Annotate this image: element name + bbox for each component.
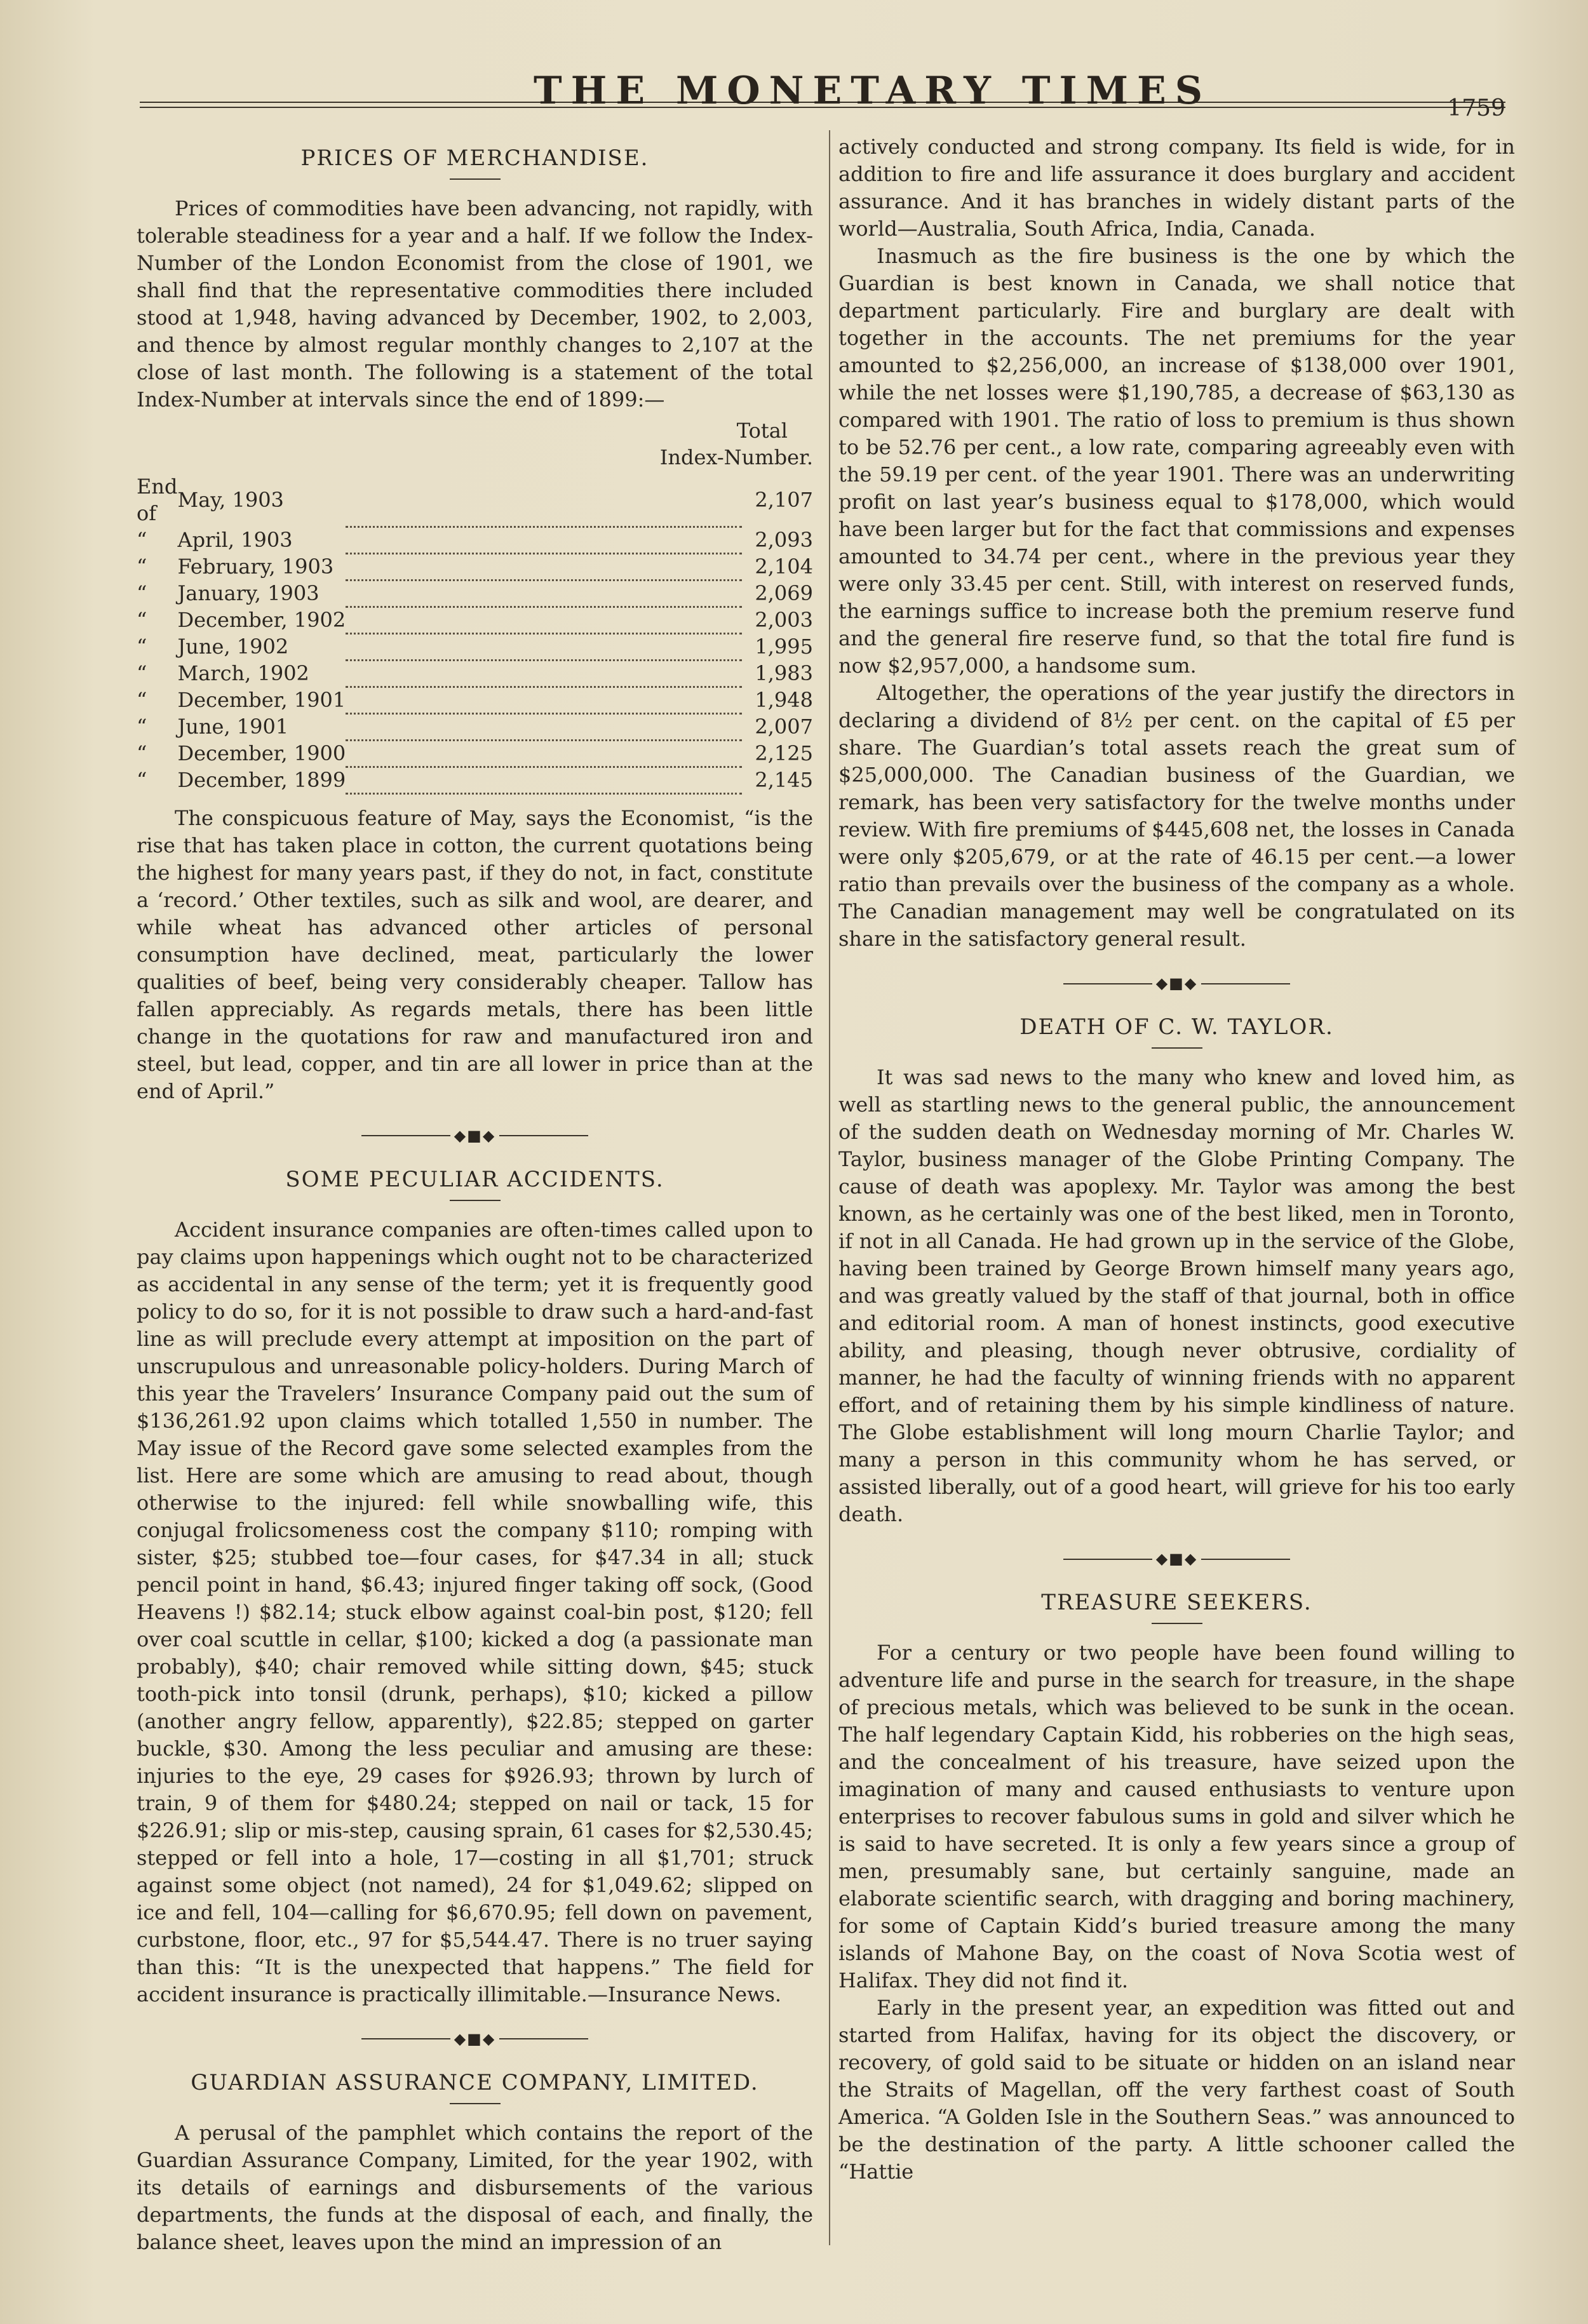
guardian-continued-p3: Altogether, the operations of the year justify the directors in declaring a dividend of 8½ per cent. on the capital of £5 per share. The Guardian’s total assets reach the great sum of $25,000,000. The Canadian business of the Guardian, we remark, has been very satisfactory for the twelve months under review. With fire premiums of $445,608 net, the losses in Canada were only $205,679, or at the rate of 46.15 per cent.—a lower ratio than prevails over the business of the company as a whole. The Canadian management may well be congratulated on its share in the satisfactory general result. xyxy=(838,681,1515,951)
index-row-value: 2,069 xyxy=(755,581,813,605)
heading-rule xyxy=(1152,1047,1202,1049)
index-row xyxy=(137,527,813,553)
index-row-date: April, 1903 xyxy=(177,528,293,552)
heading-rule xyxy=(450,2103,501,2104)
section-ornament: ◆■◆ xyxy=(137,2025,813,2053)
index-row xyxy=(137,767,813,793)
index-row-prefix: “ xyxy=(137,528,147,552)
heading-rule xyxy=(450,1200,501,1201)
section-ornament: ◆■◆ xyxy=(838,969,1515,997)
index-row-prefix: “ xyxy=(137,635,147,659)
column-divider xyxy=(829,130,830,2245)
index-row-value: 1,948 xyxy=(755,688,813,712)
index-row-date: January, 1903 xyxy=(177,581,320,605)
guardian-continued-p1: actively conducted and strong company. Its field is wide, for in addition to fire and life assurance it does burglary and accident assurance. And it has branches in widely distant parts of the world—Australia, South Africa, India, Canada. xyxy=(838,135,1515,241)
right-column xyxy=(838,133,1515,2186)
index-row-prefix: “ xyxy=(137,688,147,712)
taylor-heading: DEATH OF C. W. TAYLOR. xyxy=(1019,1014,1334,1040)
leader-dots xyxy=(346,713,742,740)
index-header-total: Total xyxy=(736,419,788,443)
index-row xyxy=(137,740,813,767)
index-row xyxy=(137,473,813,527)
index-row-value: 1,995 xyxy=(755,635,813,659)
index-row-value: 2,104 xyxy=(755,554,813,579)
index-number-table xyxy=(137,473,813,795)
publication-title: THE MONETARY TIMES xyxy=(534,69,1212,113)
treasure-p2: Early in the present year, an expedition was fitted out and started from Halifax, having for its object the discovery, or recovery, of gold said to be situate or hidden on an island near the Straits of Magellan, off the very farthest coast of South America. “A Golden Isle in the Southern Seas.” was announced to be the destination of the party. A little schooner called the “Hattie xyxy=(838,1996,1515,2184)
index-row xyxy=(137,687,813,713)
index-row xyxy=(137,633,813,660)
leader-dots xyxy=(346,553,742,580)
guardian-heading: GUARDIAN ASSURANCE COMPANY, LIMITED. xyxy=(191,2069,759,2095)
index-row-date: June, 1901 xyxy=(177,715,289,739)
page-number: 1759 xyxy=(1447,95,1505,121)
index-row-date: March, 1902 xyxy=(177,661,309,685)
prices-closing: The conspicuous feature of May, says the Economist, “is the rise that has taken place in cotton, the current quotations being the highest for many years past, if they do not, in fact, constitute a ‘record.’ Other textiles, such as silk and wool, are dearer, and while wheat has advanced other articles of personal consumption have declined, meat, particularly the lower qualities of beef, being very considerably cheaper. Tallow has fallen appreciably. As regards metals, there has been little change in the quotations for raw and manufactured iron and steel, but lead, copper, and tin are all lower in price than at the end of April.” xyxy=(137,805,813,1103)
heading-rule xyxy=(450,178,501,180)
leader-dots xyxy=(346,767,742,793)
index-row xyxy=(137,580,813,607)
index-row-prefix: “ xyxy=(137,661,147,685)
prices-intro: Prices of commodities have been advancing, not rapidly, with tolerable steadiness for a year and a half. If we follow the Index-Number of the London Economist from the close of 1901, we shall find that the representative commodities there included stood at 1,948, having advanced by December, 1902, to 2,003, and thence by almost regular monthly changes to 2,107 at the close of last month. The following is a statement of the total Index-Number at intervals since the end of 1899:— xyxy=(137,196,813,412)
leader-dots xyxy=(346,660,742,687)
index-row-date: December, 1900 xyxy=(177,741,346,765)
index-row-prefix: “ xyxy=(137,608,147,632)
index-row-date: December, 1901 xyxy=(177,688,346,712)
index-row-value: 2,145 xyxy=(755,768,813,792)
treasure-p1: For a century or two people have been found willing to adventure life and purse in the search for treasure, in the shape of precious metals, which was believed to be sunk in the ocean. The half legendary Captain Kidd, his robberies on the high seas, and the concealment of his treasure, have seized upon the imagination of many and caused enthusiasts to venture upon enterprises to recover fabulous sums in gold and silver which he is said to have secreted. It is only a few years since a group of men, presumably sane, but certainly sanguine, made an elaborate scientific search, with dragging and boring machinery, for some of Captain Kidd’s buried treasure among the many islands of Mahone Bay, on the coast of Nova Scotia west of Halifax. They did not find it. xyxy=(838,1641,1515,1992)
leader-dots xyxy=(346,527,742,553)
section-ornament: ◆■◆ xyxy=(838,1545,1515,1573)
leader-dots xyxy=(346,687,742,713)
index-row-value: 2,007 xyxy=(755,715,813,739)
leader-dots xyxy=(346,607,742,633)
index-row-prefix: “ xyxy=(137,741,147,765)
index-row xyxy=(137,660,813,687)
index-row-value: 2,003 xyxy=(755,608,813,632)
index-row-prefix: “ xyxy=(137,715,147,739)
treasure-heading: TREASURE SEEKERS. xyxy=(1041,1590,1312,1615)
section-ornament: ◆■◆ xyxy=(137,1122,813,1150)
index-row-value: 2,107 xyxy=(755,488,813,512)
guardian-body-start: A perusal of the pamphlet which contains the report of the Guardian Assurance Company, Limited, for the year 1902, with its details of earnings and disbursements of the various departments, the funds at the disposal of each, and finally, the balance sheet, leaves upon the mind an impression of an xyxy=(137,2120,813,2254)
index-header-number: Index-Number. xyxy=(659,445,813,469)
leader-dots xyxy=(346,740,742,767)
accidents-body: Accident insurance companies are often-times called upon to pay claims upon happenings which ought not to be characterized as accidental in any sense of the term; yet it is frequently good policy to do so, for it is not possible to draw such a hard-and-fast line as will preclude every attempt at imposition on the part of unscrupulous and unreasonable policy-holders. During March of this year the Travelers’ Insurance Company paid out the sum of $136,261.92 upon claims which totalled 1,550 in number. The May issue of the Record gave some selected examples from the list. Here are some which are amusing to read about, though otherwise to the injured: fell while snowballing wife, this conjugal frolicsomeness cost the company $110; romping with sister, $25; stubbed toe—four cases, for $47.34 in all; stuck pencil point in hand, $6.43; injured finger taking off sock, (Good Heavens !) $82.14; stuck elbow against coal-bin post, $120; fell over coal scuttle in cellar, $100; kicked a dog (a passionate man probably), $40; chair removed while sitting down, $45; stuck tooth-pick into tonsil (drunk, perhaps), $10; kicked a pillow (another angry fellow, apparently), $22.85; stepped on garter buckle, $30. Among the less peculiar and amusing are these: injuries to the eye, 29 cases for $926.93; thrown by lurch of train, 9 of them for $480.24; stepped on nail or tack, 15 for $226.91; slip or mis-step, causing sprain, 61 cases for $2,530.45; stepped or fell into a hole, 17—costing in all $1,701; struck against some object (not named), 24 for $1,049.62; slipped on ice and fell, 104—calling for $6,670.95; fell down on pavement, curbstone, floor, etc., 97 for $5,544.47. There is no truer saying than this: “It is the unexpected that happens.” The field for accident insurance is practically illimitable.—Insurance News. xyxy=(137,1217,813,2006)
index-row-prefix: “ xyxy=(137,581,147,605)
index-row xyxy=(137,607,813,633)
left-column xyxy=(137,133,813,2256)
index-row-value: 2,093 xyxy=(755,528,813,552)
leader-dots xyxy=(346,633,742,660)
taylor-body: It was sad news to the many who knew and loved him, as well as startling news to the general public, the announcement of the sudden death on Wednesday morning of Mr. Charles W. Taylor, business manager of the Globe Printing Company. The cause of death was apoplexy. Mr. Taylor was among the best known, as he certainly was one of the best liked, men in Toronto, if not in all Canada. He had grown up in the service of the Globe, having been trained by George Brown himself many years ago, and was greatly valued by the staff of that journal, both in office and editorial room. A man of honest instincts, good executive ability, and pleasing, though never obtrusive, cordiality of manner, he had the faculty of winning friends with no apparent effort, and of retaining them by his simple kindliness of nature. The Globe establishment will long mourn Charlie Taylor; and many a person in this community whom he has served, or assisted liberally, out of a good heart, will grieve for his too early death. xyxy=(838,1065,1515,1526)
index-row-date: December, 1899 xyxy=(177,768,346,792)
index-row-value: 1,983 xyxy=(755,661,813,685)
index-row-date: May, 1903 xyxy=(177,488,284,512)
leader-dots xyxy=(346,473,742,527)
index-row xyxy=(137,553,813,580)
index-row-date: February, 1903 xyxy=(177,554,334,579)
index-row-prefix: End of xyxy=(137,474,178,525)
index-row-value: 2,125 xyxy=(755,741,813,765)
index-row-prefix: “ xyxy=(137,768,147,792)
index-row xyxy=(137,713,813,740)
leader-dots xyxy=(346,580,742,607)
heading-rule xyxy=(1152,1623,1202,1624)
index-row-date: June, 1902 xyxy=(177,635,289,659)
guardian-continued-p2: Inasmuch as the fire business is the one by which the Guardian is best known in Canada, we shall notice that department particularly. Fire and burglary are dealt with together in the accounts. The net premiums for the year amounted to $2,256,000, an increase of $138,000 over 1901, while the net losses were $1,190,785, a decrease of $63,130 as compared with 1901. The ratio of loss to premium is thus shown to be 52.76 per cent., a low rate, comparing agreeably even with the 59.19 per cent. of the year 1901. There was an underwriting profit on last year’s business equal to $178,000, which would have been larger but for the fact that commissions and expenses amounted to 34.74 per cent., where in the previous year they were only 33.45 per cent. Still, with interest on reserved funds, the earnings suffice to increase both the premium reserve fund and the general fire reserve fund, so that the total fire fund is now $2,957,000, a handsome sum. xyxy=(838,244,1515,678)
accidents-heading: SOME PECULIAR ACCIDENTS. xyxy=(285,1166,664,1192)
masthead xyxy=(140,64,1505,127)
index-table-header xyxy=(137,417,813,471)
prices-heading: PRICES OF MERCHANDISE. xyxy=(300,145,649,171)
index-row-prefix: “ xyxy=(137,554,147,579)
index-row-date: December, 1902 xyxy=(177,608,346,632)
